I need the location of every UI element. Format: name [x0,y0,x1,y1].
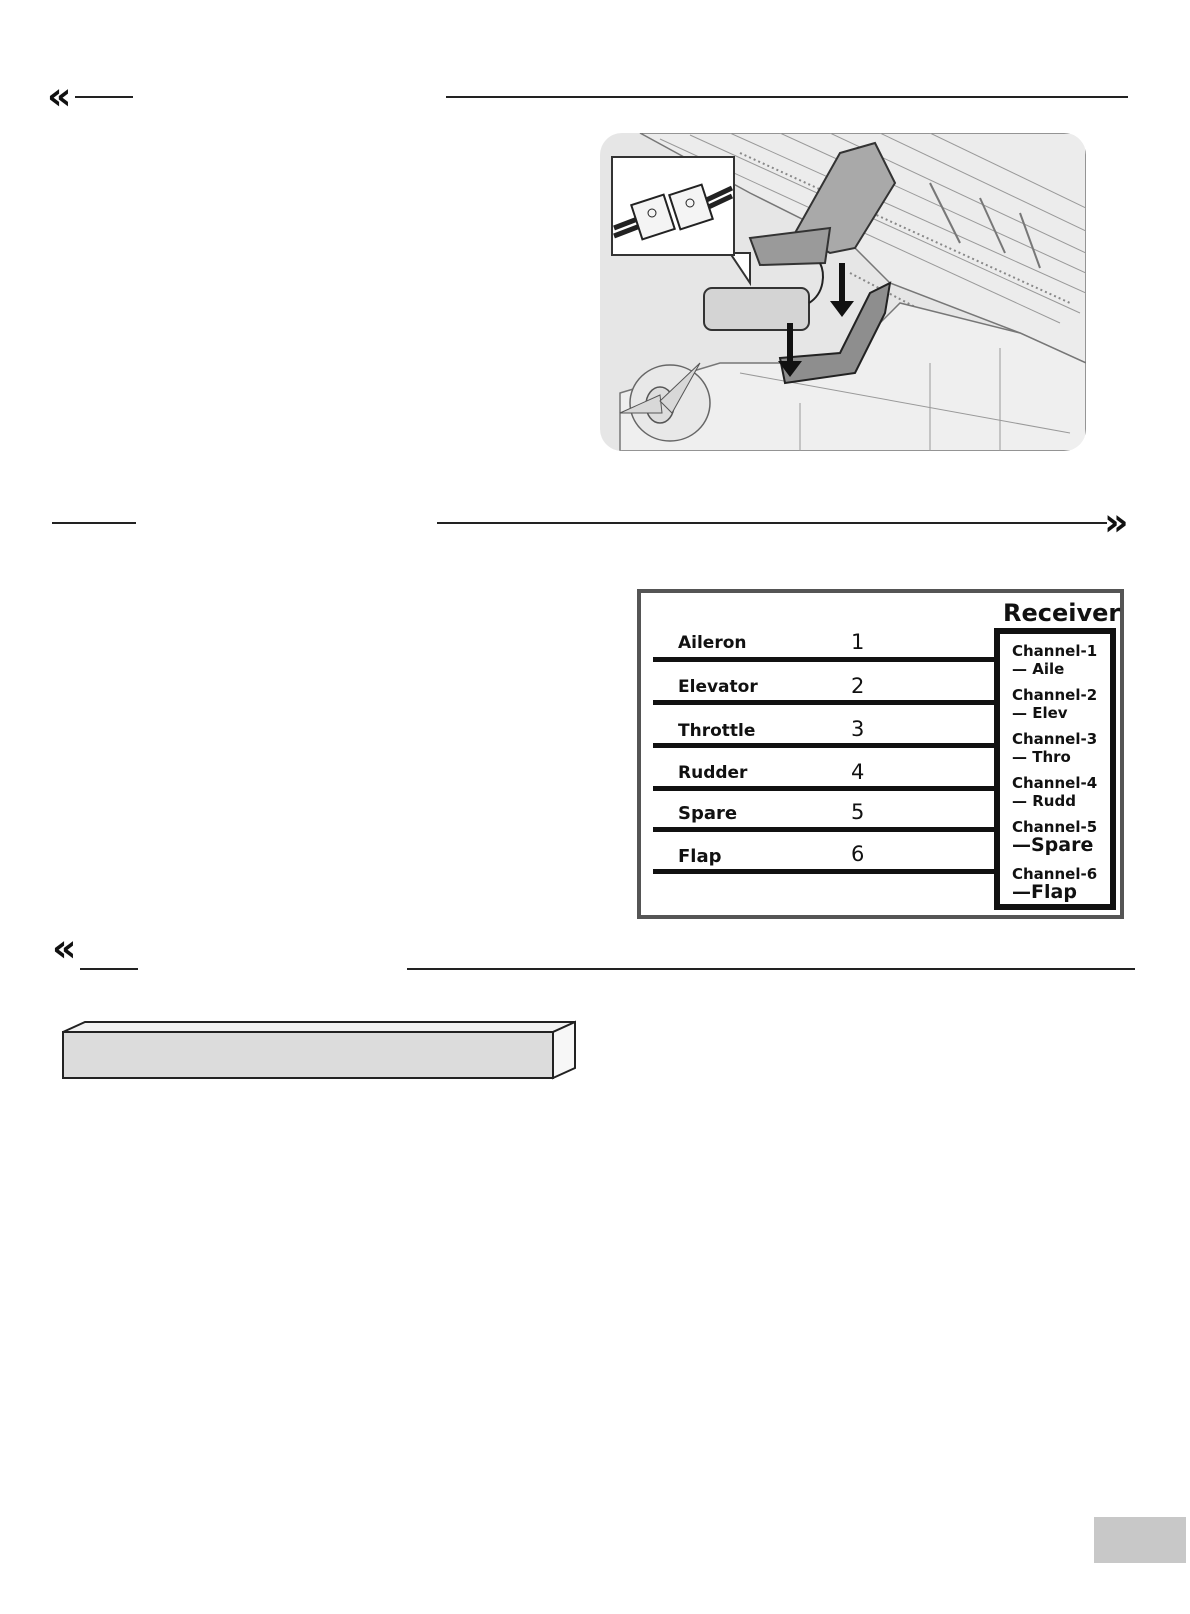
receiver-channel-5: Channel-5 —Spare [1012,818,1098,856]
receiver-channel-3: Channel-3 — Thro [1012,730,1098,766]
page-number-tab [1094,1517,1186,1563]
receiver-channel-1: Channel-1 — Aile [1012,642,1098,678]
section-rule-short [80,968,138,970]
receiver-channel-4: Channel-4 — Rudd [1012,774,1098,810]
channel-number-6: 6 [851,842,865,866]
double-chevron-left-icon: « [47,74,72,118]
channel-label-throttle: Throttle [678,721,756,741]
channel-wire-6 [653,869,995,874]
channel-label-rudder: Rudder [678,763,748,783]
channel-wire-4 [653,786,995,791]
battery-install-illustration [600,133,1086,451]
channel-number-2: 2 [851,674,865,698]
channel-wire-5 [653,827,995,832]
receiver-channel-2: Channel-2 — Elev [1012,686,1098,722]
channel-wire-1 [653,657,995,662]
receiver-channel-diagram [637,589,1124,919]
channel-label-elevator: Elevator [678,677,758,697]
channel-label-spare: Spare [678,803,738,824]
section-rule-long [407,968,1135,970]
receiver-channel-6: Channel-6 —Flap [1012,865,1098,903]
channel-wire-3 [653,743,995,748]
section-rule-short [75,96,133,98]
3d-bar-shape [60,1019,580,1083]
channel-number-5: 5 [851,800,865,824]
section-rule-short [52,522,136,524]
double-chevron-right-icon: » [1104,500,1129,544]
channel-number-1: 1 [851,630,865,654]
receiver-channel-box [994,628,1116,910]
channel-number-4: 4 [851,760,865,784]
section-rule-long [446,96,1128,98]
double-chevron-left-icon: « [52,926,77,970]
receiver-title: Receiver [1003,599,1121,627]
channel-number-3: 3 [851,717,865,741]
channel-label-aileron: Aileron [678,633,747,653]
aircraft-battery-drawing [600,133,1086,451]
section-rule-long [437,522,1107,524]
channel-label-flap: Flap [678,846,722,867]
channel-wire-2 [653,700,995,705]
